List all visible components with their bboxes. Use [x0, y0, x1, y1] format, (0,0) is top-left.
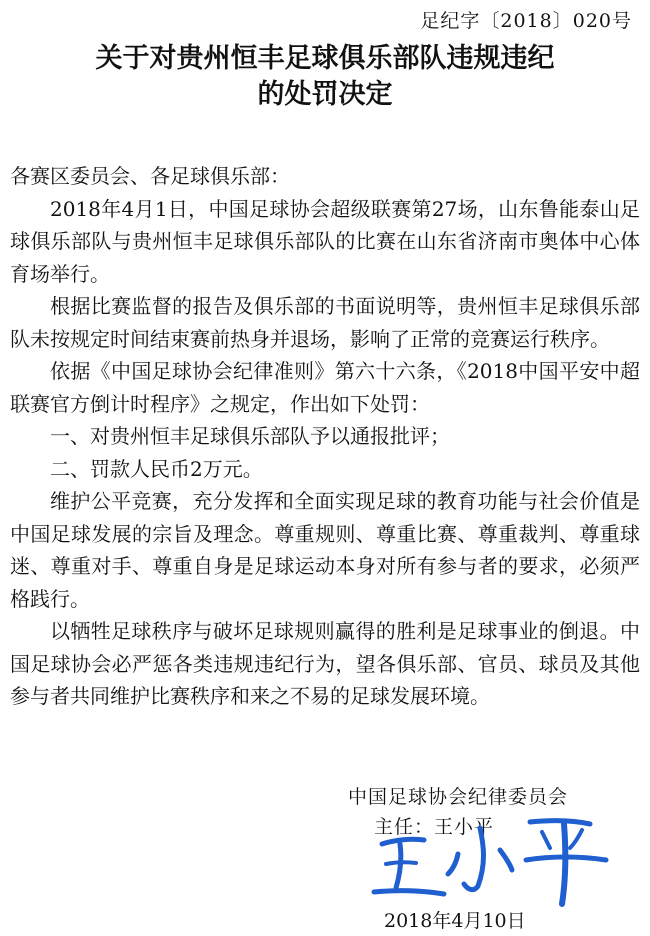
paragraph-violation: 根据比赛监督的报告及俱乐部的书面说明等，贵州恒丰足球俱乐部队未按规定时间结束赛前热身并退场，影响了正常的竞赛运行秩序。	[10, 294, 640, 351]
paragraph-match-info: 2018年4月1日，中国足球协会超级联赛第27场，山东鲁能泰山足球俱乐部队与贵州恒丰足球俱乐部队的比赛在山东省济南市奥体中心体育场举行。	[10, 196, 640, 286]
issue-date: 2018年4月10日	[384, 910, 526, 932]
document-number: 足纪字〔2018〕020号	[420, 10, 632, 32]
director-line: 主任：王小平	[374, 816, 495, 838]
document-body	[10, 160, 640, 713]
paragraph-fair-play: 维护公平竞赛，充分发挥和全面实现足球的教育功能与社会价值是中国足球发展的宗旨及理念。尊重规则、尊重比赛、尊重裁判、尊重球迷、尊重对手、尊重自身是足球运动本身对所有参与者的要求，必须严格践行。	[10, 489, 640, 611]
paragraph-conclusion: 以牺牲足球秩序与破坏足球规则赢得的胜利是足球事业的倒退。中国足球协会必严惩各类违规违纪行为，望各俱乐部、官员、球员及其他参与者共同维护比赛秩序和来之不易的足球发展环境。	[10, 619, 640, 708]
paragraph-basis: 依据《中国足球协会纪律准则》第六十六条，《2018中国平安中超联赛官方倒计时程序》之规定，作出如下处罚：	[10, 359, 640, 416]
signature-strokes	[374, 821, 606, 904]
document-title-line-2: 的处罚决定	[257, 79, 393, 110]
penalty-item-1: 一、对贵州恒丰足球俱乐部队予以通报批评；	[50, 424, 450, 448]
penalty-item-2: 二、罚款人民币2万元。	[50, 456, 263, 481]
issuing-organization: 中国足球协会纪律委员会	[348, 786, 569, 808]
document-title-line-1: 关于对贵州恒丰足球俱乐部队违规违纪	[95, 43, 555, 74]
handwritten-signature	[360, 800, 620, 910]
salutation: 各赛区委员会、各足球俱乐部：	[10, 164, 290, 188]
